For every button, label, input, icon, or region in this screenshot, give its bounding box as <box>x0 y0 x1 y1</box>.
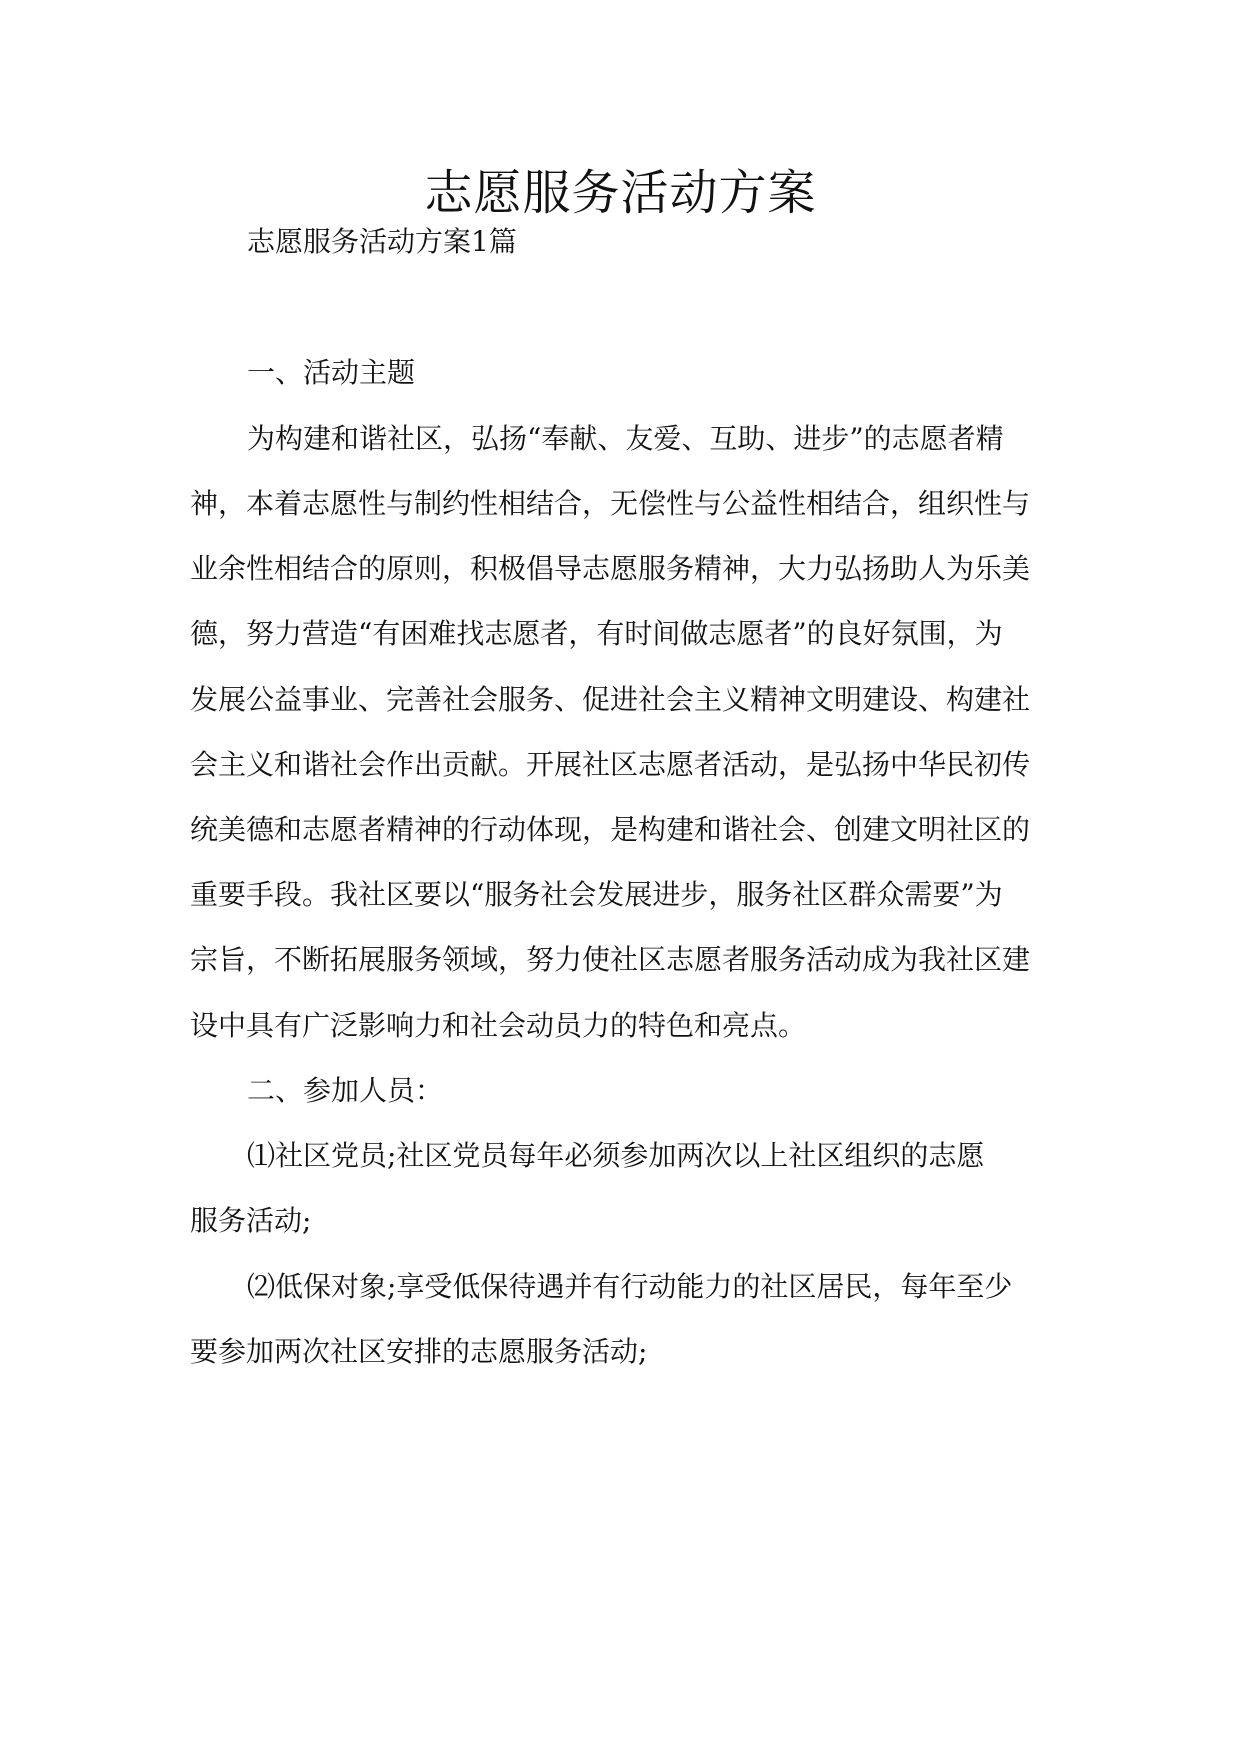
paragraph-line: 会主义和谐社会作出贡献。开展社区志愿者活动，是弘扬中华民初传 <box>190 748 1031 781</box>
list-item-line: ⑴社区党员;社区党员每年必须参加两次以上社区组织的志愿 <box>247 1139 985 1172</box>
paragraph-line: 设中具有广泛影响力和社会动员力的特色和亮点。 <box>190 1009 807 1042</box>
section2-heading: 二、参加人员： <box>247 1074 444 1107</box>
paragraph-line: 统美德和志愿者精神的行动体现，是构建和谐社会、创建文明社区的 <box>190 813 1031 846</box>
paragraph-line: 发展公益事业、完善社会服务、促进社会主义精神文明建设、构建社 <box>190 683 1031 716</box>
paragraph-line: 重要手段。我社区要以“服务社会发展进步，服务社区群众需要”为 <box>190 878 1003 911</box>
section1-heading: 一、活动主题 <box>247 356 416 389</box>
document-title: 志愿服务活动方案 <box>424 165 817 221</box>
paragraph-line: 宗旨，不断拓展服务领域，努力使社区志愿者服务活动成为我社区建 <box>190 943 1031 976</box>
list-item-line: 服务活动; <box>190 1204 312 1237</box>
list-item-line: ⑵低保对象;享受低保待遇并有行动能力的社区居民，每年至少 <box>247 1270 1013 1303</box>
document-subtitle: 志愿服务活动方案1篇 <box>247 225 517 258</box>
paragraph-line: 业余性相结合的原则，积极倡导志愿服务精神，大力弘扬助人为乐美 <box>190 552 1031 585</box>
paragraph-line: 为构建和谐社区，弘扬“奉献、友爱、互助、进步”的志愿者精 <box>247 422 1004 455</box>
paragraph-line: 德，努力营造“有困难找志愿者，有时间做志愿者”的良好氛围，为 <box>190 617 1003 650</box>
list-item-line: 要参加两次社区安排的志愿服务活动; <box>190 1335 648 1368</box>
paragraph-line: 神，本着志愿性与制约性相结合，无偿性与公益性相结合，组织性与 <box>190 487 1031 520</box>
